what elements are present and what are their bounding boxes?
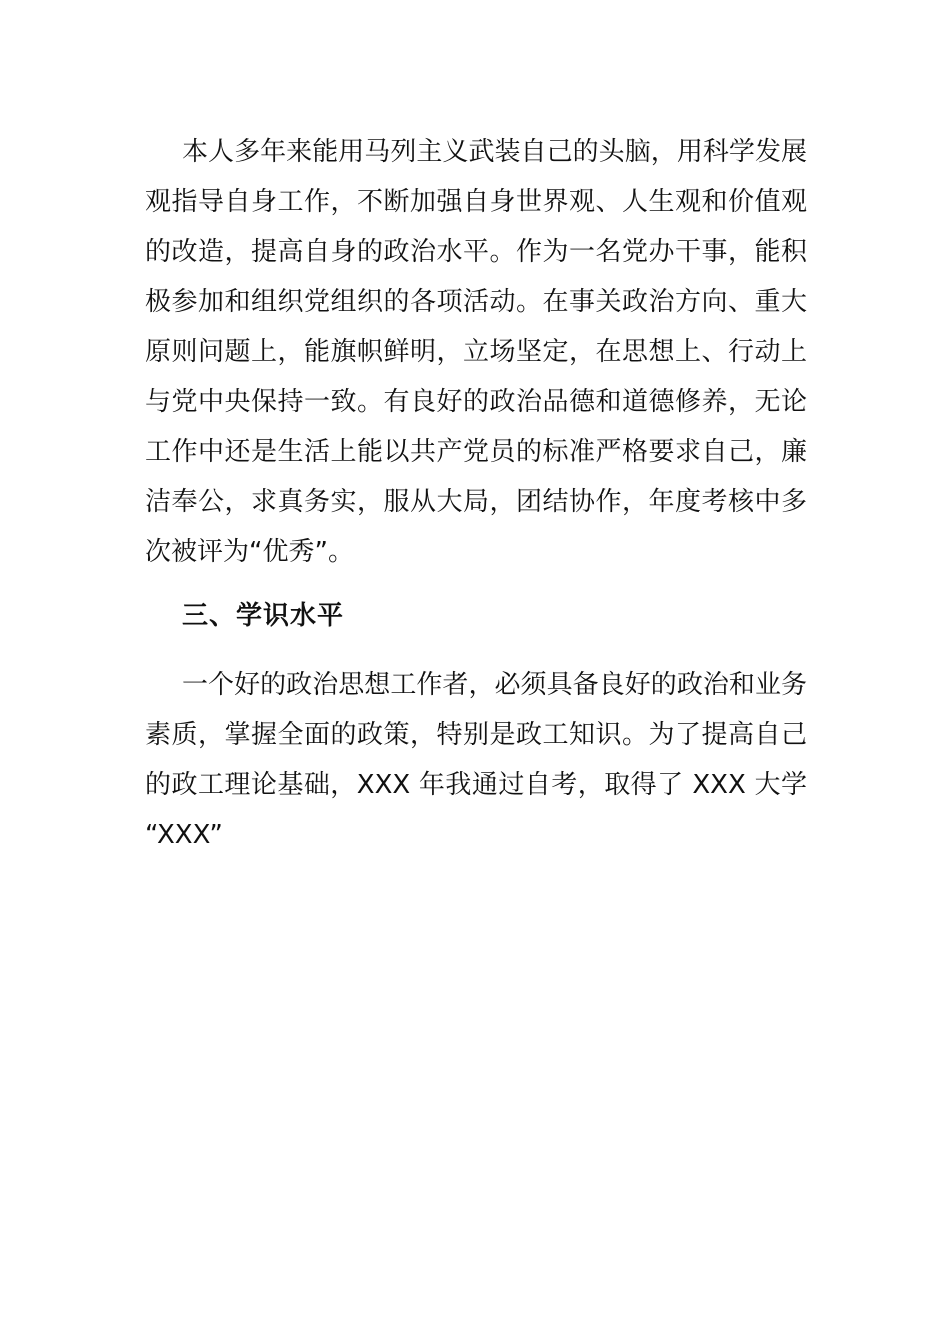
paragraph-line: 极参加和组织党组织的各项活动。在事关政治方向、重大 xyxy=(145,287,807,317)
paragraph-line: 的政工理论基础，XXX 年我通过自考，取得了 XXX 大学 xyxy=(145,770,807,800)
paragraph-line: 工作中还是生活上能以共产党员的标准严格要求自己，廉 xyxy=(145,437,807,467)
paragraph-line: 原则问题上，能旗帜鲜明，立场坚定，在思想上、行动上 xyxy=(145,337,807,367)
paragraph-line: 一个好的政治思想工作者，必须具备良好的政治和业务 xyxy=(182,670,807,700)
section-heading: 三、学识水平 xyxy=(182,601,345,631)
paragraph-knowledge-level xyxy=(145,660,807,860)
paragraph-line: 洁奉公，求真务实，服从大局，团结协作，年度考核中多 xyxy=(145,487,807,517)
paragraph-line: 与党中央保持一致。有良好的政治品德和道德修养，无论 xyxy=(145,387,807,417)
paragraph-political-performance xyxy=(145,127,807,577)
paragraph-line: “XXX” xyxy=(145,820,223,850)
paragraph-line: 次被评为“优秀”。 xyxy=(145,537,354,567)
paragraph-line: 素质，掌握全面的政策，特别是政工知识。为了提高自己 xyxy=(145,720,807,750)
paragraph-line: 观指导自身工作，不断加强自身世界观、人生观和价值观 xyxy=(145,187,807,217)
paragraph-line: 本人多年来能用马列主义武装自己的头脑，用科学发展 xyxy=(182,137,807,167)
paragraph-line: 的改造，提高自身的政治水平。作为一名党办干事，能积 xyxy=(145,237,807,267)
